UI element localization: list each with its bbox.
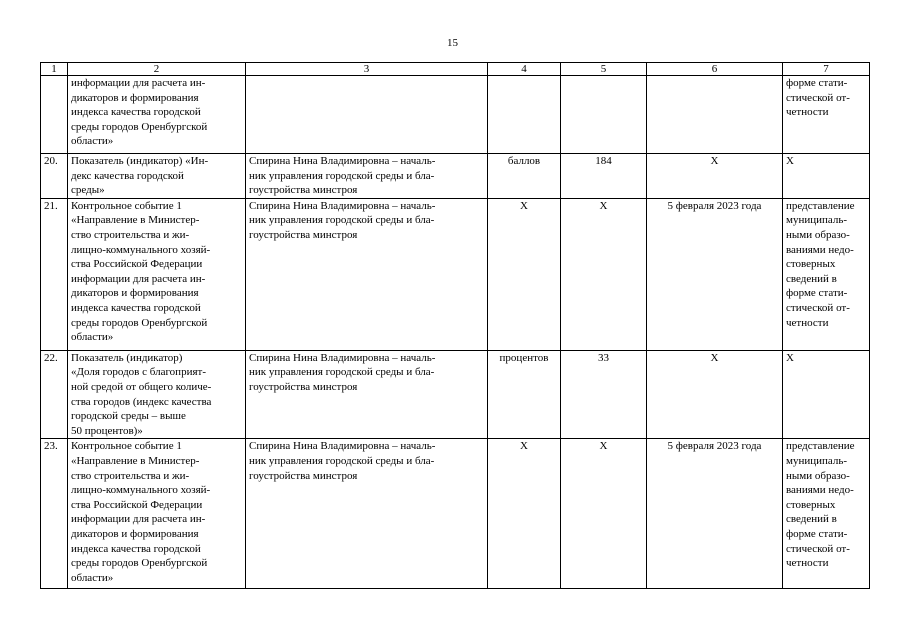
table-row (41, 154, 870, 199)
event-name: Показатель (индикатор) «Ин- декс качества городской среды» (71, 155, 209, 197)
row-number (41, 76, 68, 154)
document-cell: представление муниципаль- ными образо- ваниями недо- стоверных сведений в форме стати- стической от- четности (786, 440, 855, 570)
table-row (41, 198, 870, 350)
date-cell: Х (647, 350, 783, 439)
event-name: Контрольное событие 1 «Направление в Министер- ство строительства и жи- лищно-коммунального хозяй- ства Российской Федерации информации для расчета ин- дикаторов и формирования индекса качества городской среды городов Оренбургской области» (71, 199, 211, 344)
value-cell: Х (561, 439, 647, 589)
value-cell: 184 (561, 154, 647, 199)
table-row (41, 439, 870, 589)
unit-cell: Х (488, 198, 561, 350)
date-cell (647, 76, 783, 154)
document-cell: форме стати- стической от- четности (786, 77, 850, 119)
column-header-5: 5 (561, 63, 647, 76)
header-row (41, 63, 870, 76)
event-name: Контрольное событие 1 «Направление в Министер- ство строительства и жи- лищно-коммунального хозяй- ства Российской Федерации информации для расчета ин- дикаторов и формирования индекса качества городской среды городов Оренбургской области» (71, 440, 211, 584)
page-number: 15 (447, 37, 458, 49)
unit-cell: Х (488, 439, 561, 589)
date-cell: Х (647, 154, 783, 199)
document-cell: Х (786, 351, 794, 364)
responsible-person: Спирина Нина Владимировна – началь- ник управления городской среды и бла- гоустройства минстроя (249, 440, 436, 482)
column-header-3: 3 (246, 63, 488, 76)
value-cell: Х (561, 198, 647, 350)
date-cell: 5 февраля 2023 года (647, 439, 783, 589)
column-header-2: 2 (68, 63, 246, 76)
column-header-6: 6 (647, 63, 783, 76)
row-number: 23. (41, 439, 68, 589)
event-name: информации для расчета ин- дикаторов и формирования индекса качества городской среды городов Оренбургской области» (71, 77, 208, 148)
unit-cell (488, 76, 561, 154)
document-cell: Х (786, 155, 794, 167)
responsible-person: Спирина Нина Владимировна – началь- ник управления городской среды и бла- гоустройства минстроя (249, 199, 436, 241)
row-number: 22. (41, 350, 68, 439)
row-number: 21. (41, 198, 68, 350)
column-header-1: 1 (41, 63, 68, 76)
responsible-person: Спирина Нина Владимировна – началь- ник управления городской среды и бла- гоустройства минстроя (249, 155, 436, 197)
responsible-person: Спирина Нина Владимировна – началь- ник управления городской среды и бла- гоустройства минстроя (249, 351, 436, 393)
table-row (41, 350, 870, 439)
document-cell: представление муниципаль- ными образо- ваниями недо- стоверных сведений в форме стати- стической от- четности (786, 199, 855, 329)
column-header-4: 4 (488, 63, 561, 76)
event-name: Показатель (индикатор) «Доля городов с благоприят- ной средой от общего количе- ства городов (индекс качества городской среды – выше 50 процентов)» (71, 351, 212, 437)
document-table (40, 62, 870, 589)
table-row (41, 76, 870, 154)
unit-cell: процентов (488, 350, 561, 439)
column-header-7: 7 (783, 63, 870, 76)
value-cell (561, 76, 647, 154)
unit-cell: баллов (488, 154, 561, 199)
date-cell: 5 февраля 2023 года (647, 198, 783, 350)
row-number: 20. (41, 154, 68, 199)
value-cell: 33 (561, 350, 647, 439)
